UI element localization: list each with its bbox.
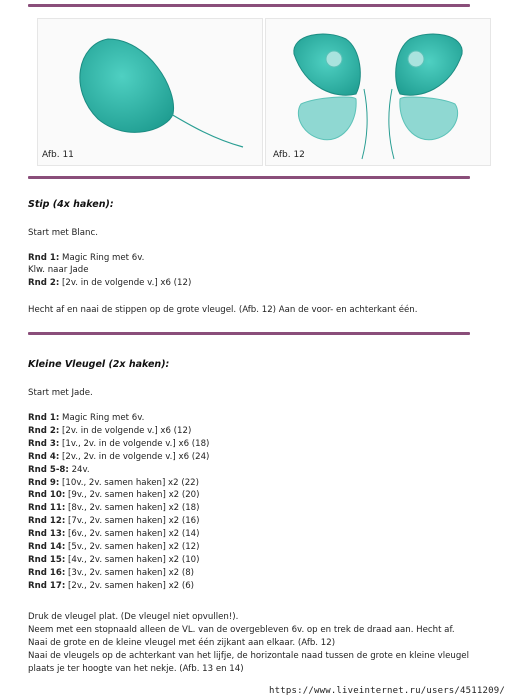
divider-2	[28, 176, 470, 179]
kleine-round-row	[28, 516, 200, 527]
kleine-note-5: plaats je ter hoogte van het nekje. (Afb. 13 en 14)	[28, 664, 244, 674]
kleine-round-row	[28, 568, 194, 579]
round-instruction: [9v., 2v. samen haken] x2 (20)	[65, 490, 200, 501]
round-instruction: [7v., 2v. samen haken] x2 (16)	[65, 516, 200, 527]
round-instruction: [10v., 2v. samen haken] x2 (22)	[59, 477, 199, 488]
round-instruction: [6v., 2v. samen haken] x2 (14)	[65, 529, 200, 540]
kleine-round-row	[28, 542, 200, 553]
stip-start: Start met Blanc.	[28, 228, 98, 238]
round-label: Rnd 12:	[28, 516, 66, 527]
round-instruction: [2v., 2v. samen haken] x2 (6)	[65, 580, 195, 591]
round-instruction: 24v.	[68, 464, 90, 475]
kleine-round-row	[28, 555, 200, 566]
round-label: Rnd 9:	[28, 477, 60, 488]
round-instruction: [2v. in de volgende v.] x6 (12)	[59, 425, 192, 436]
kleine-round-row	[28, 529, 200, 540]
round-instruction: [5v., 2v. samen haken] x2 (12)	[65, 542, 200, 552]
kleine-round-row	[28, 478, 199, 489]
round-label: Rnd 1:	[28, 413, 60, 423]
kleine-round-row	[28, 452, 209, 463]
stip-round-1: Rnd 1: Magic Ring met 6v.	[28, 253, 145, 263]
stip-round-2: Rnd 2: [2v. in de volgende v.] x6 (12)	[28, 278, 192, 288]
round-label: Rnd 14:	[28, 542, 66, 552]
crochet-butterfly-image	[266, 19, 490, 165]
round-label: Rnd 10:	[28, 490, 66, 501]
round-instruction: [4v., 2v. samen haken] x2 (10)	[65, 554, 200, 565]
round-instruction: [2v., 2v. in de volgende v.] x6 (24)	[59, 451, 210, 462]
kleine-title: Kleine Vleugel (2x haken):	[28, 359, 170, 370]
photo-caption-11: Afb. 11	[42, 150, 74, 160]
round-instruction: Magic Ring met 6v.	[59, 413, 145, 423]
kleine-round-row	[28, 465, 90, 476]
round-label: Rnd 4:	[28, 451, 60, 462]
round-label: Rnd 17:	[28, 580, 66, 591]
kleine-round-row	[28, 426, 191, 437]
kleine-round-row	[28, 581, 194, 592]
round-label: Rnd 11:	[28, 503, 66, 514]
crochet-wing-image	[38, 19, 262, 165]
kleine-round-row	[28, 413, 144, 424]
kleine-note-1: Druk de vleugel plat. (De vleugel niet opvullen!).	[28, 612, 239, 622]
round-label: Rnd 3:	[28, 438, 60, 449]
stip-note: Hecht af en naai de stippen op de grote vleugel. (Afb. 12) Aan de voor- en achterkant één.	[28, 305, 418, 315]
photo-caption-12: Afb. 12	[273, 150, 305, 160]
stip-round-color-change: Klw. naar Jade	[28, 265, 89, 275]
photo-afb-12	[265, 18, 491, 166]
kleine-round-row	[28, 490, 200, 501]
round-instruction: [8v., 2v. samen haken] x2 (18)	[65, 503, 200, 514]
stip-title: Stip (4x haken):	[28, 199, 114, 210]
photo-afb-11	[37, 18, 263, 166]
kleine-note-4: Naai de vleugels op de achterkant van het lijfje, de horizontale naad tussen de grote en kleine vleugel	[28, 651, 469, 661]
kleine-start: Start met Jade.	[28, 388, 93, 398]
round-label: Rnd 16:	[28, 567, 66, 578]
top-divider	[28, 4, 470, 7]
round-instruction: [1v., 2v. in de volgende v.] x6 (18)	[59, 438, 210, 449]
kleine-note-3: Naai de grote en de kleine vleugel met één zijkant aan elkaar. (Afb. 12)	[28, 638, 336, 648]
round-instruction: [3v., 2v. samen haken] x2 (8)	[65, 567, 195, 578]
source-url[interactable]: https://www.liveinternet.ru/users/4511209/	[269, 686, 505, 696]
kleine-round-row	[28, 439, 209, 450]
kleine-note-2: Neem met een stopnaald alleen de VL. van de overgebleven 6v. op en trek de draad aan. Hecht af.	[28, 625, 455, 635]
round-label: Rnd 2:	[28, 425, 60, 436]
round-label: Rnd 15:	[28, 554, 66, 565]
round-label: Rnd 5-8:	[28, 464, 69, 475]
kleine-round-row	[28, 503, 200, 514]
divider-3	[28, 332, 470, 335]
round-label: Rnd 13:	[28, 529, 66, 540]
